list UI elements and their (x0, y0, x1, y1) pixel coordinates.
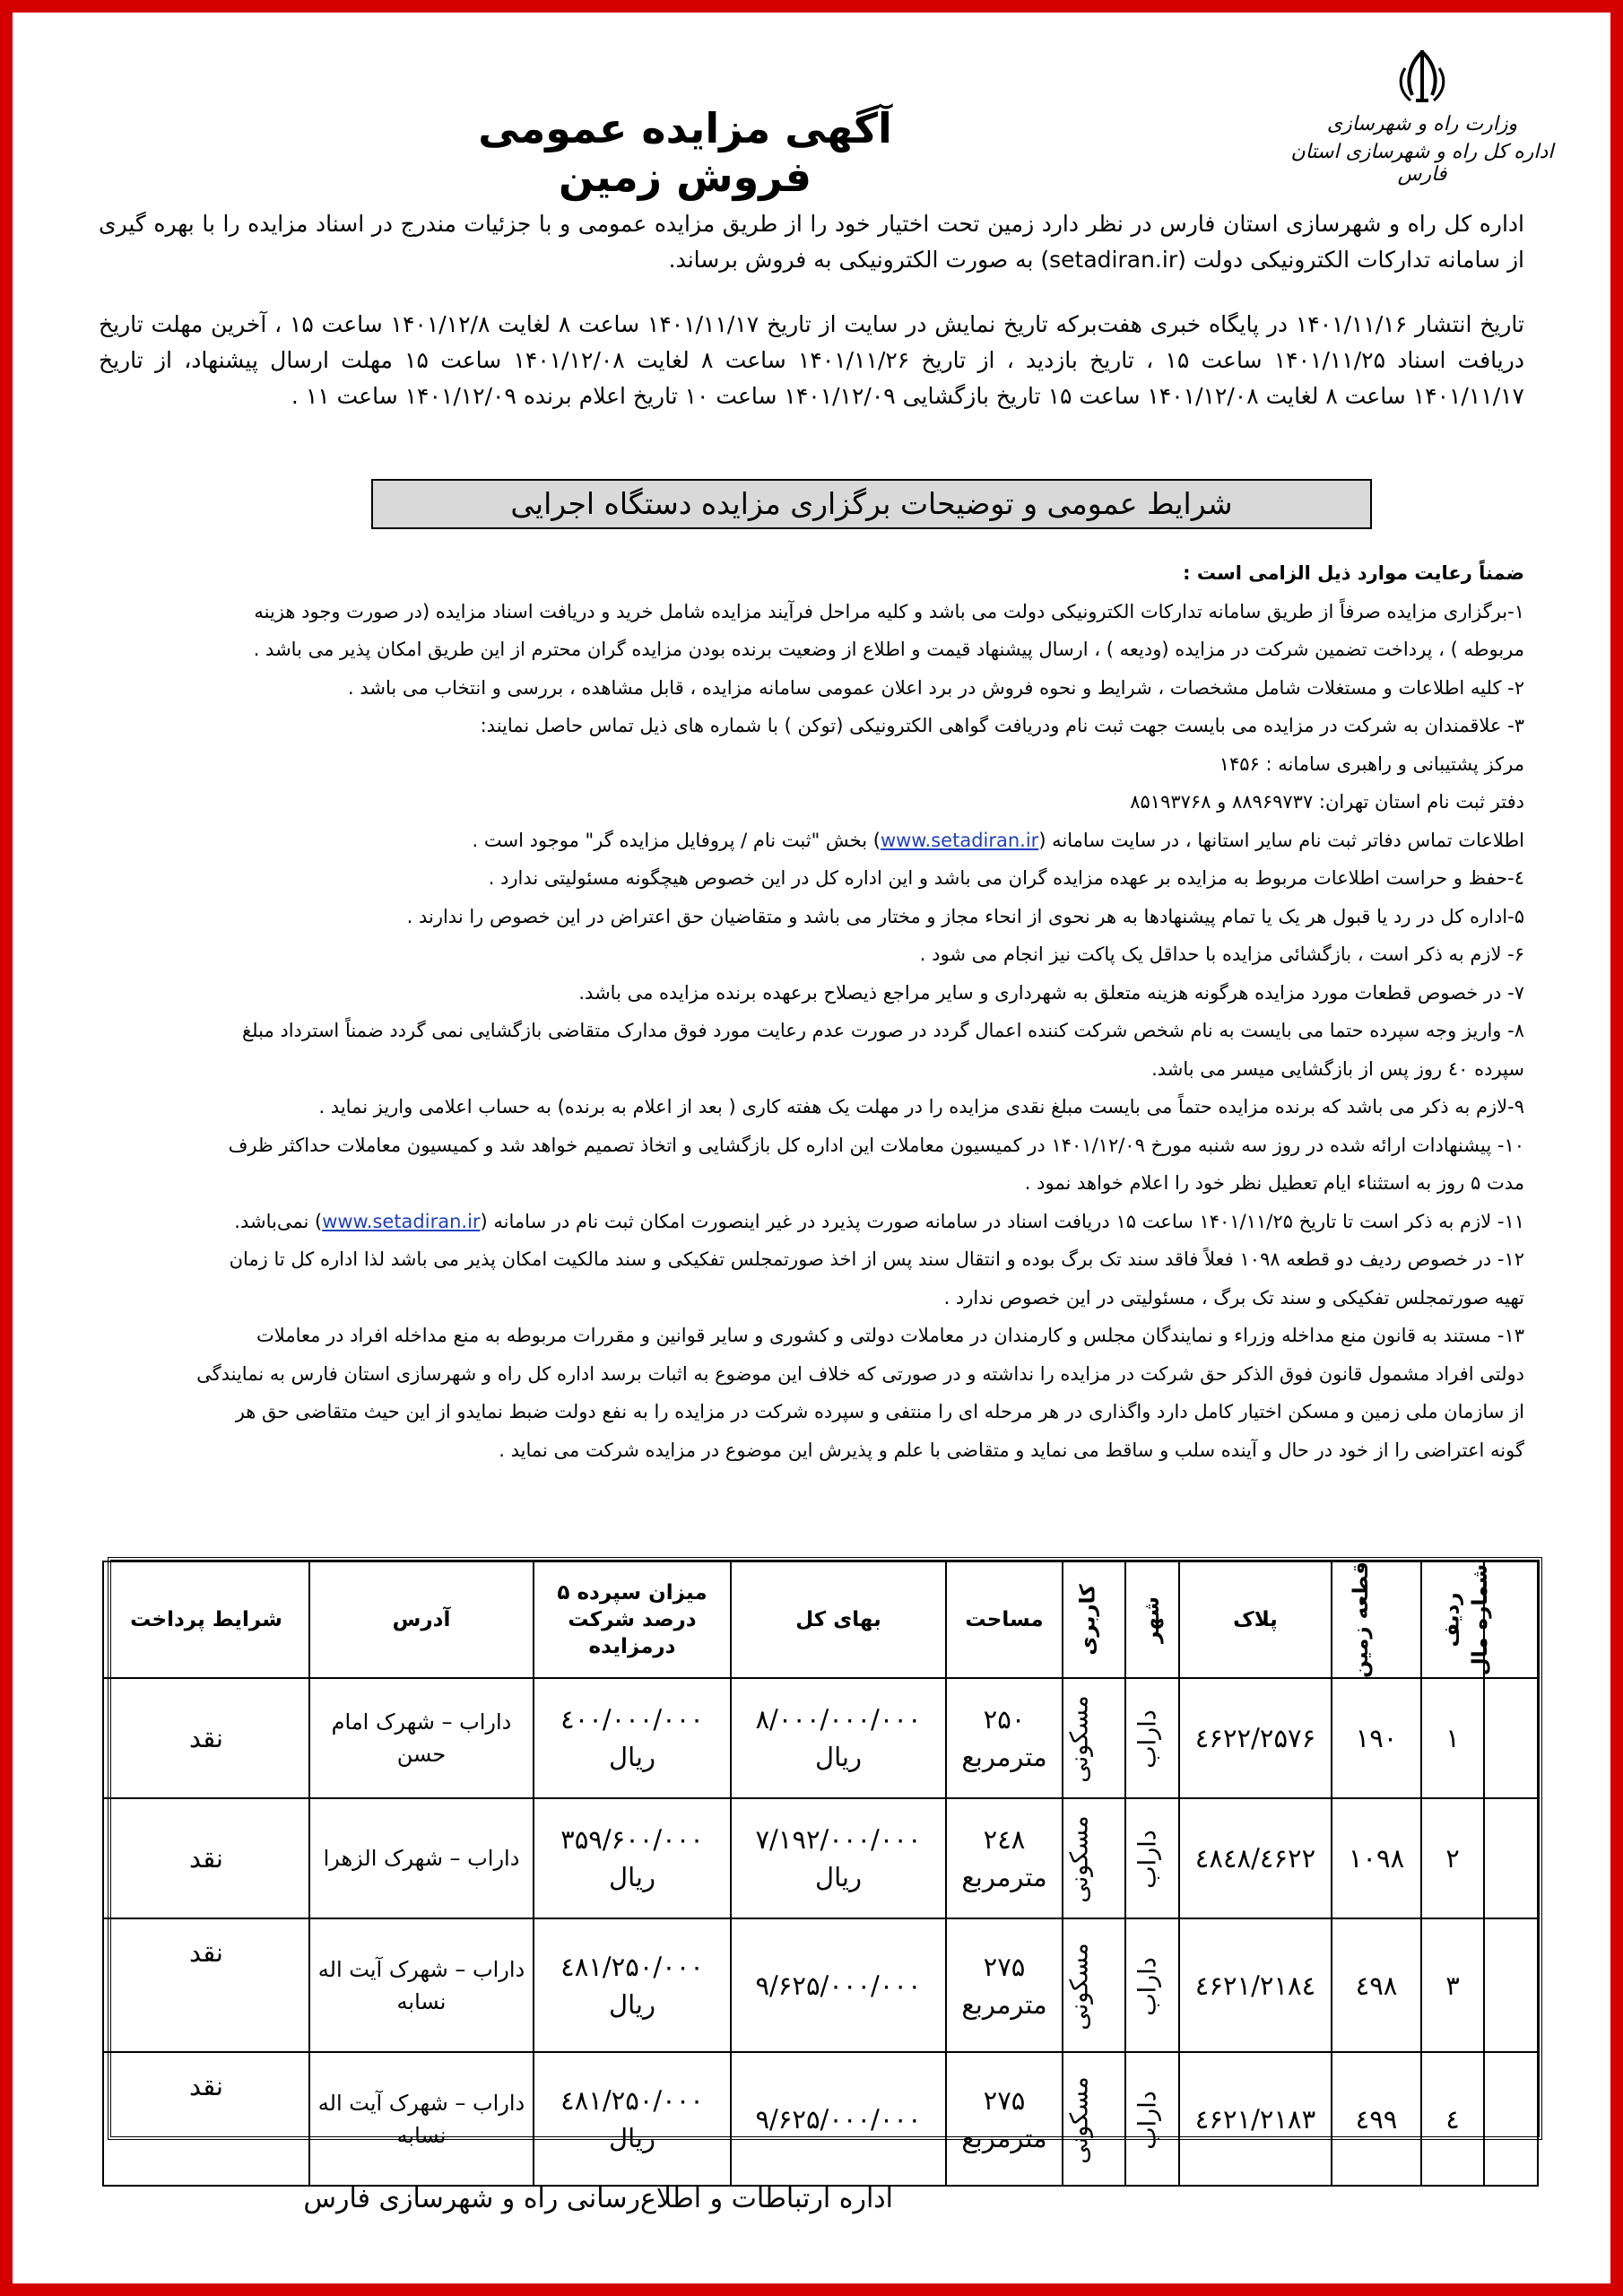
cell-city: داراب (1125, 2052, 1179, 2186)
header-row-number: ردیف (1421, 1561, 1484, 1678)
cell-usage: مسکونی (1063, 1678, 1125, 1798)
cell-total-price: ۹/۶۲۵/۰۰۰/۰۰۰ (731, 1918, 946, 2052)
cell-total-price: ۸/۰۰۰/۰۰۰/۰۰۰ ریال (731, 1678, 946, 1798)
conditions-intro: ضمناً رعایت موارد ذیل الزامی است : (1183, 562, 1524, 584)
cell-area: ۲۷۵ مترمربع (946, 1918, 1063, 2052)
header-payment: شرایط پرداخت (103, 1561, 309, 1678)
cell-payment: نقد (103, 1798, 309, 1918)
condition-line: ۵-اداره کل در رد یا قبول هر یک یا تمام پیشنهادها به هر نحوی از انحاء مجاز و مختار می باشد و متقاضیان حق اعتراض در این خصوص را ندارند . (406, 905, 1524, 927)
condition-line: دولتی افراد مشمول قانون فوق الذکر حق شرکت در مزایده را نداشته و در صورتی که خلاف این موضوع به اثبات برسد اداره کل راه و شهرسازی استان فارس به نمایندگی (196, 1362, 1524, 1385)
cell-deposit: ۳۵۹/۶۰۰/۰۰۰ ریال (534, 1798, 731, 1918)
condition-line: ۲- کلیه اطلاعات و مستغلات شامل مشخصات ، شرایط و نحوه فروش در برد اعلان عمومی سامانه مزایده ، قابل مشاهده ، بررسی و انتخاب می باشد . (348, 676, 1524, 699)
header-area: مساحت (946, 1561, 1063, 1678)
condition-line: ۹-لازم به ذکر می باشد که برنده مزایده حتماً می بایست مبلغ نقدی مزایده را در مهلت یک هفته کاری ( بعد از اعلام به برنده) به حساب اعلامی واریز نماید . (318, 1096, 1524, 1118)
condition-line: مدت ۵ روز به استثناء ایام تعطیل نظر خود را اعلام خواهد نمود . (1024, 1172, 1524, 1194)
table-row (103, 1798, 1538, 1918)
cell-deposit: ٤۰۰/۰۰۰/۰۰۰ ریال (534, 1678, 731, 1798)
header-deposit: میزان سپرده ۵ درصد شرکت درمزایده (534, 1561, 731, 1678)
ministry-name: وزارت راه و شهرسازی (1326, 113, 1518, 135)
header-total-price: بهای کل (731, 1561, 946, 1678)
cell-address: داراب – شهرک امام حسن (309, 1678, 534, 1798)
condition-text: ) بخش "ثبت نام / پروفایل مزایده گر" موجود است . (472, 829, 881, 851)
cell-city: داراب (1125, 1918, 1179, 2052)
cell-mal (1484, 1918, 1538, 2052)
conditions-list (99, 554, 1524, 1469)
condition-line: ٤-حفظ و حراست اطلاعات مربوط به مزایده بر عهده مزایده گران می باشد و این اداره کل در این خصوص هیچگونه مسئولیتی ندارد . (488, 867, 1524, 889)
cell-plate: ٤۶۲۱/۲۱۸۳ (1179, 2052, 1332, 2186)
intro-paragraph: اداره کل راه و شهرسازی استان فارس در نظر دارد زمین تحت اختیار خود را از طریق مزایده عمومی و با جزئیات مندرج در اسناد مزایده را با بهره گیری از سامانه تدارکات الکترونیکی دولت (setadiran.ir) به صورت الکترونیکی به فروش برساند. (99, 211, 1524, 273)
table-header-row (103, 1561, 1538, 1678)
cell-mal (1484, 1798, 1538, 1918)
condition-line: ۷- در خصوص قطعات مورد مزایده هرگونه هزینه متعلق به شهرداری و سایر مراجع ذیصلاح برعهده برنده مزایده می باشد. (578, 981, 1524, 1004)
iran-emblem-icon (1391, 47, 1454, 109)
header-plate: پلاک (1179, 1561, 1332, 1678)
cell-deposit: ٤۸۱/۲۵۰/۰۰۰ ریال (534, 2052, 731, 2186)
header-parcel: قطعه زمین (1332, 1561, 1421, 1678)
cell-plate: ٤۶۲۱/۲۱۸٤ (1179, 1918, 1332, 2052)
condition-line: ۱۳- مستند به قانون منع مداخله وزراء و نمایندگان مجلس و کارمندان در معاملات دولتی و کشوری و سایر قوانین و مقررات مربوطه به منع مداخله افراد در معاملات (256, 1325, 1524, 1346)
cell-parcel: ٤۹۹ (1332, 2052, 1421, 2186)
conditions-title: شرایط عمومی و توضیحات برگزاری مزایده دستگاه اجرایی (371, 479, 1372, 529)
cell-city: داراب (1125, 1798, 1179, 1918)
office-name: اداره کل راه و شهرسازی استان فارس (1290, 141, 1554, 186)
condition-line (99, 1203, 1524, 1241)
header-usage: کاربری (1063, 1561, 1125, 1678)
cell-total-price: ۹/۶۲۵/۰۰۰/۰۰۰ (731, 2052, 946, 2186)
table-row (103, 2052, 1538, 2186)
cell-payment: نقد (103, 1918, 309, 2052)
condition-line: سپرده ٤٠ روز پس از بازگشایی میسر می باشد. (1151, 1057, 1524, 1080)
cell-row-number: ۲ (1421, 1798, 1484, 1918)
header-address: آدرس (309, 1561, 534, 1678)
cell-row-number: ۱ (1421, 1678, 1484, 1798)
cell-area: ۲۷۵ مترمربع (946, 2052, 1063, 2186)
condition-line: گونه اعتراضی را از خود در حال و آینده سلب و ساقط می نماید و متقاضی با علم و پذیرش این موضوع در مزایده شرکت می نماید . (499, 1439, 1524, 1461)
cell-total-price: ۷/۱۹۲/۰۰۰/۰۰۰ ریال (731, 1798, 946, 1918)
dates-paragraph: تاریخ انتشار ۱۴۰۱/۱۱/۱۶ در پایگاه خبری هفت‌برکه تاریخ نمایش در سایت از تاریخ ۱۴۰۱/۱۱/۱۷ ساعت ۸ لغایت ۱۴۰۱/۱۲/۸ ساعت ۱۵ ، آخرین مهلت تاریخ دریافت اسناد ۱۴۰۱/۱۱/۲۵ ساعت ۱۵ ، تاریخ بازدید ، از تاریخ ۱۴۰۱/۱۱/۲۶ ساعت ۸ لغایت ۱۴۰۱/۱۲/۰۸ ساعت ۱۵ مهلت ارسال پیشنهاد، از تاریخ ۱۴۰۱/۱۱/۱۷ ساعت ۸ لغایت ۱۴۰۱/۱۲/۰۸ ساعت ۱۵ تاریخ بازگشایی ۱۴۰۱/۱۲/۰۹ ساعت ۱۰ تاریخ اعلام برنده ۱۴۰۱/۱۲/۰۹ ساعت ۱۱ . (99, 311, 1524, 409)
cell-area: ۲٤۸ مترمربع (946, 1798, 1063, 1918)
condition-line: از سازمان ملی زمین و مسکن اختیار کامل دارد واگذاری در هر مرحله ای را منتفی و سپرده شرکت در مزایده را به نفع دولت ضبط نمایدو از این حیث متقاضی حق هر (235, 1401, 1524, 1422)
condition-text: ) نمی‌باشد. (234, 1210, 323, 1232)
header-city: شهر (1125, 1561, 1179, 1678)
cell-mal (1484, 1678, 1538, 1798)
cell-address: داراب – شهرک آیت اله نسابه (309, 2052, 534, 2186)
condition-line: مربوطه ) ، پرداخت تضمین شرکت در مزایده (ودیعه ) ، ارسال پیشنهاد قیمت و اطلاع از وضعیت برنده بودن مزایده گران محترم از این طریق امکان پذیر می باشد . (253, 639, 1524, 660)
table-row (103, 1678, 1538, 1798)
condition-text: اطلاعات تماس دفاتر ثبت نام سایر استانها ، در سایت سامانه ( (1038, 829, 1524, 851)
cell-deposit: ٤۸۱/۲۵۰/۰۰۰ ریال (534, 1918, 731, 2052)
condition-text: ۱۱- لازم به ذکر است تا تاریخ ۱۴۰۱/۱۱/۲۵ ساعت ۱۵ دریافت اسناد در سامانه صورت پذیرد در غیر اینصورت امکان ثبت نام در سامانه ( (480, 1210, 1524, 1232)
ministry-logo-block (1288, 47, 1557, 186)
page-title: آگهی مزایده عمومی فروش زمین (478, 104, 892, 201)
cell-plate: ٤۶۲۲/٤۸٤۸ (1179, 1798, 1332, 1918)
cell-payment: نقد (103, 2052, 309, 2186)
land-table (108, 1557, 1542, 2164)
header-mal-number: شماره مال (1484, 1561, 1538, 1678)
cell-usage: مسکونی (1063, 2052, 1125, 2186)
condition-line: تهیه صورتمجلس تفکیکی و سند تک برگ ، مسئولیتی در این خصوص ندارد . (943, 1286, 1524, 1309)
cell-parcel: ۱۹۰ (1332, 1678, 1421, 1798)
cell-address: داراب – شهرک الزهرا (309, 1798, 534, 1918)
condition-line: مرکز پشتیبانی و راهبری سامانه : ۱۴۵۶ (1219, 752, 1524, 775)
cell-parcel: ٤۹۸ (1332, 1918, 1421, 2052)
cell-usage: مسکونی (1063, 1918, 1125, 2052)
cell-payment: نقد (103, 1678, 309, 1798)
condition-line: ۶- لازم به ذکر است ، بازگشائی مزایده با حداقل یک پاکت نیز انجام می شود . (919, 944, 1524, 965)
cell-city: داراب (1125, 1678, 1179, 1798)
cell-plate: ٤۶۲۲/۲۵۷۶ (1179, 1678, 1332, 1798)
condition-line: دفتر ثبت نام استان تهران: ۸۸۹۶۹۷۳۷ و ۸۵۱۹۳۷۶۸ (1130, 791, 1524, 813)
condition-line: ۱-برگزاری مزایده صرفاً از طریق سامانه تدارکات الکترونیکی دولت می باشد و کلیه مراحل فرآیند مزایده شامل خرید و دریافت اسناد مزایده (در صورت وجود هزینه (254, 600, 1524, 622)
cell-usage: مسکونی (1063, 1798, 1125, 1918)
condition-line: ۸- واریز وجه سپرده حتما می بایست به نام شخص شرکت کننده اعمال گردد در صورت عدم رعایت مورد فوق مدارک متقاضی بازگشایی نمی گردد ضمناً استرداد مبلغ (241, 1020, 1524, 1041)
footer-signature: اداره ارتباطات و اطلاع‌رسانی راه و شهرسازی فارس (303, 2183, 893, 2214)
setadiran-link[interactable]: www.setadiran.ir (322, 1210, 481, 1232)
cell-area: ۲۵۰ مترمربع (946, 1678, 1063, 1798)
table-row (103, 1918, 1538, 2052)
condition-line (99, 822, 1524, 860)
cell-address: داراب – شهرک آیت اله نسابه (309, 1918, 534, 2052)
cell-mal (1484, 2052, 1538, 2186)
cell-parcel: ۱۰۹۸ (1332, 1798, 1421, 1918)
condition-line: ۱۲- در خصوص ردیف دو قطعه ۱۰۹۸ فعلاً فاقد سند تک برگ بوده و انتقال سند پس از اخذ صورتمجلس تفکیکی و سند مالکیت امکان پذیر می باشد لذا اداره کل تا زمان (229, 1248, 1524, 1270)
header (66, 47, 1557, 199)
cell-row-number: ٤ (1421, 2052, 1484, 2186)
cell-row-number: ۳ (1421, 1918, 1484, 2052)
setadiran-link[interactable]: www.setadiran.ir (880, 829, 1039, 851)
condition-line: ۳- علاقمندان به شرکت در مزایده می بایست جهت ثبت نام ودریافت گواهی الکترونیکی (توکن ) با شماره های ذیل تماس حاصل نمایند: (480, 715, 1524, 736)
condition-line: ۱۰- پیشنهادات ارائه شده در روز سه شنبه مورخ ۱۴۰۱/۱۲/۰۹ در کمیسیون معاملات این اداره کل بازگشایی و اتخاذ تصمیم خواهد شد و کمیسیون معاملات حداکثر ظرف (228, 1134, 1524, 1156)
